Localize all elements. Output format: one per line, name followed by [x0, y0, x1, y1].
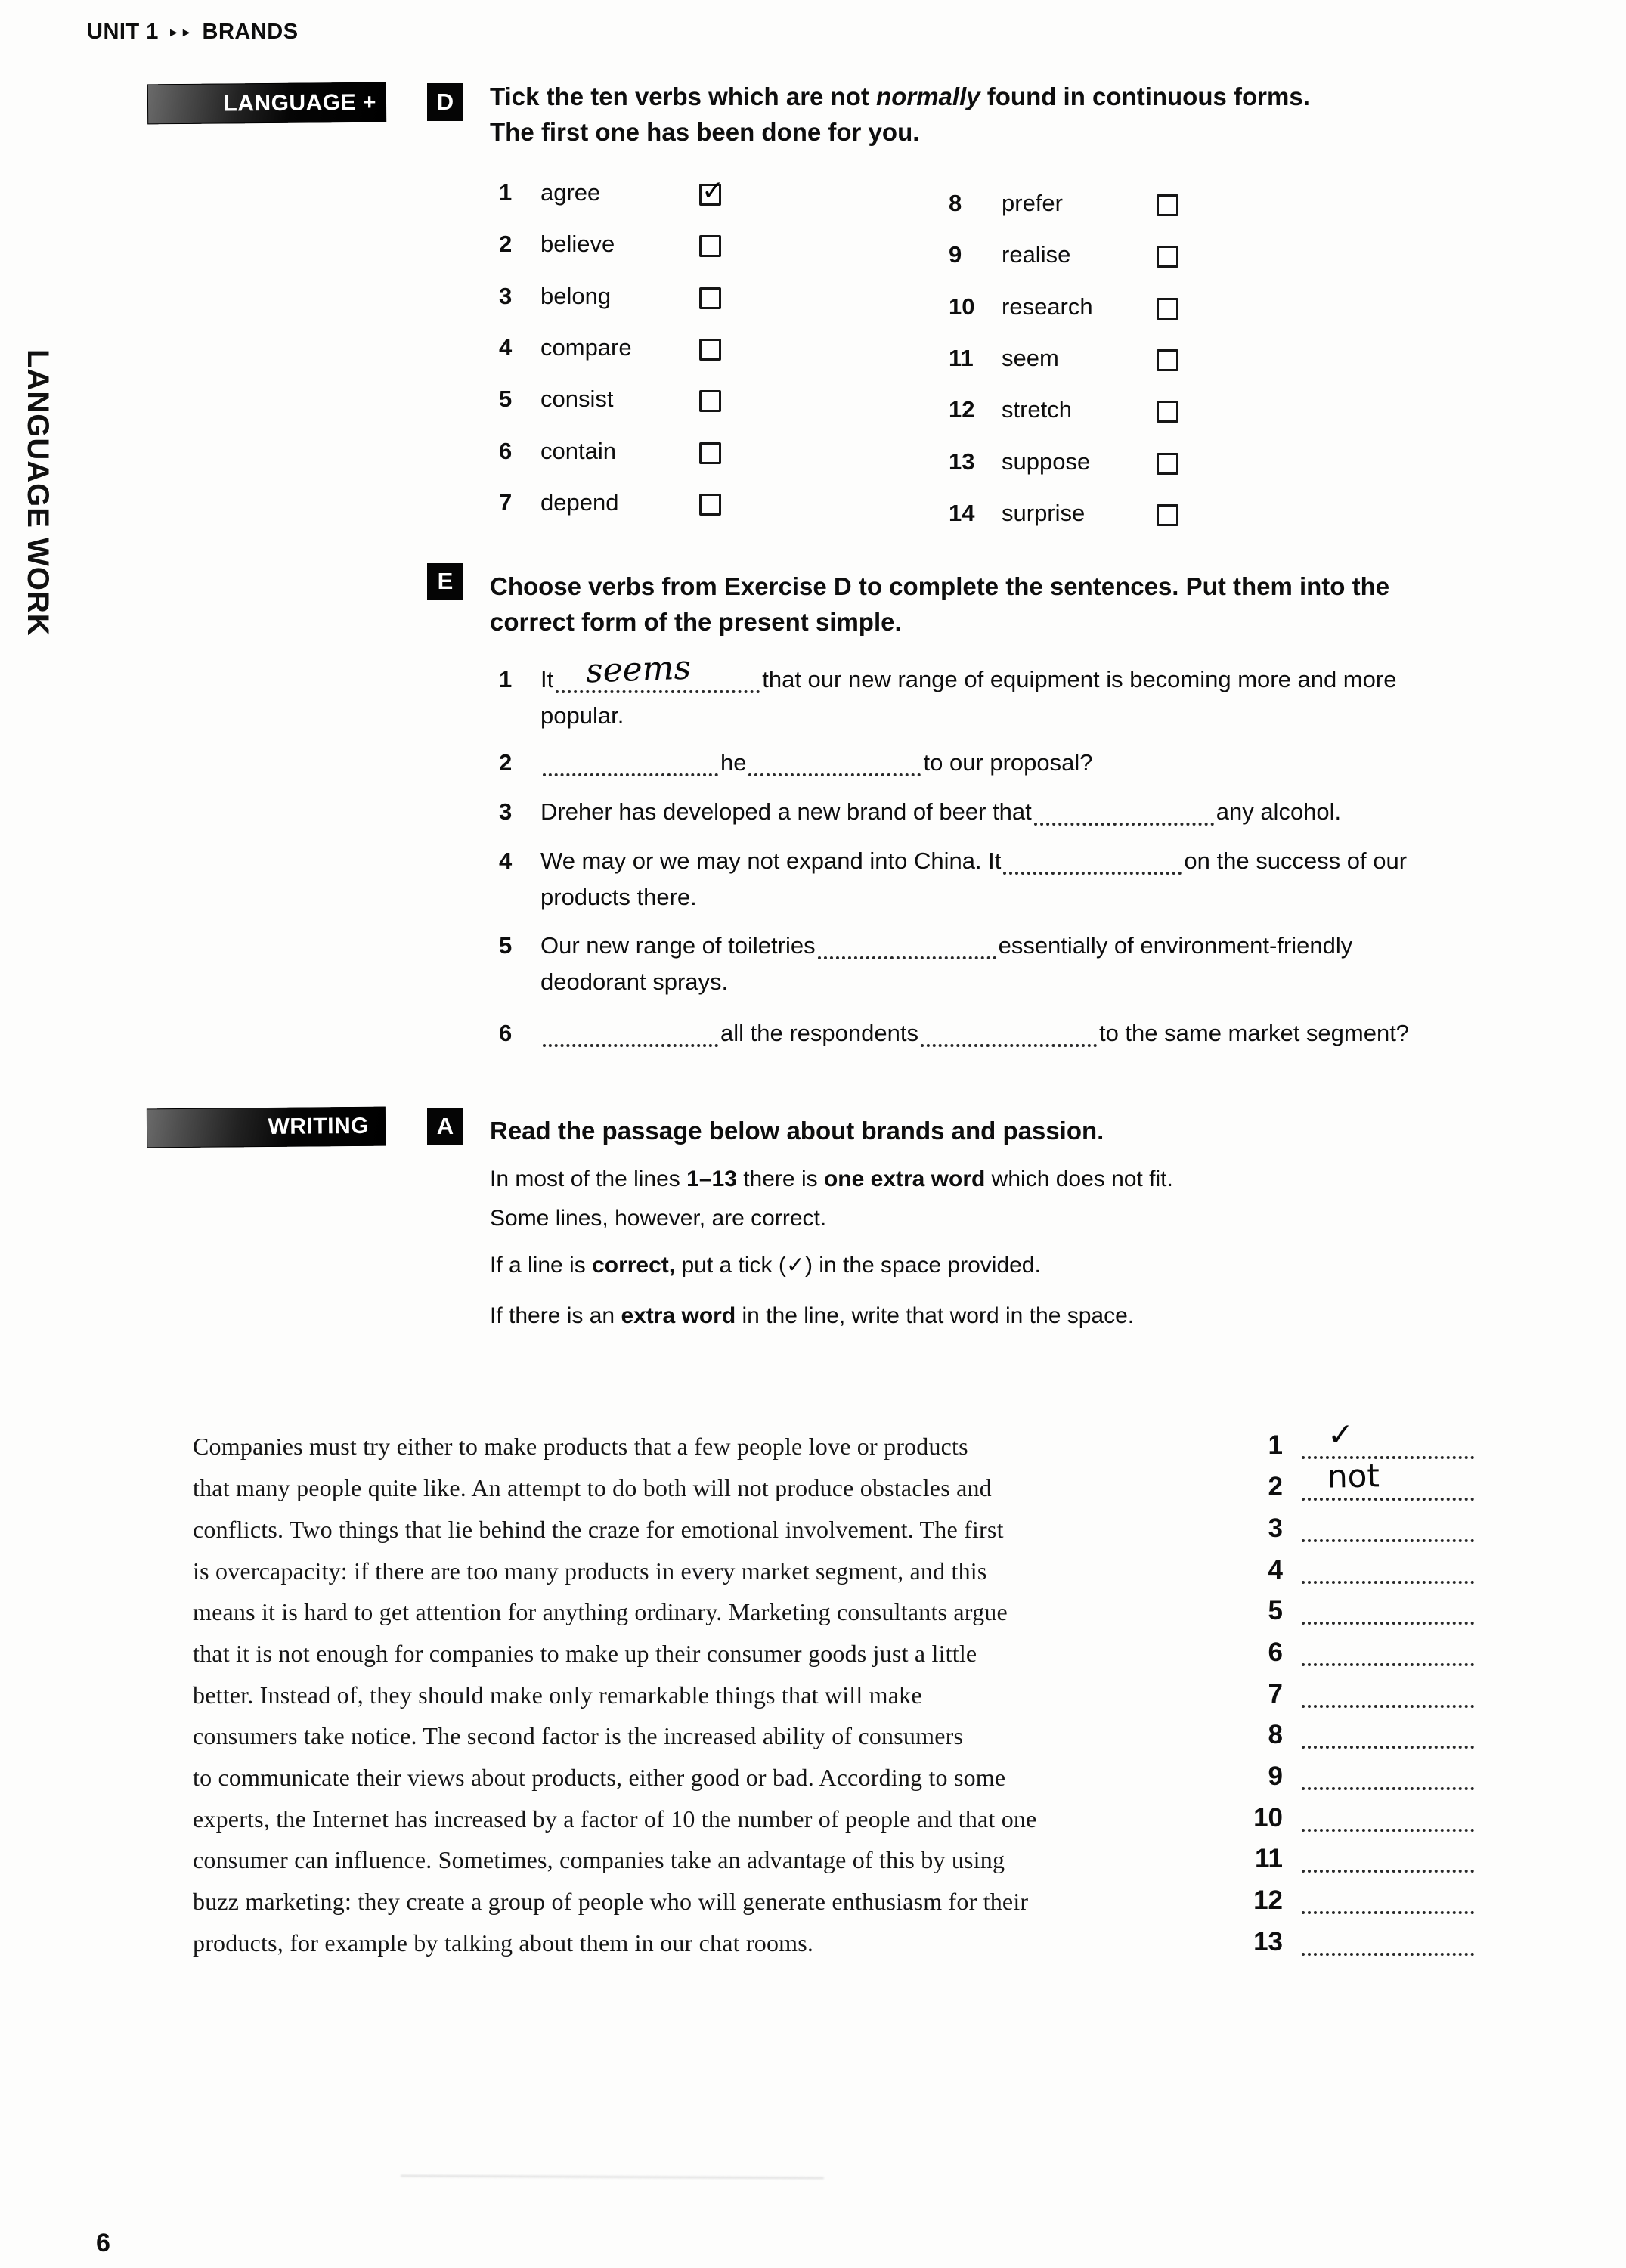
- verb-number: 13: [949, 448, 975, 475]
- italic-word: normally: [876, 82, 980, 110]
- sentence-text: that our new range of equipment is becoming more and more: [762, 666, 1397, 692]
- answer-gap-field[interactable]: [921, 1040, 1097, 1047]
- verb-label: compare: [540, 333, 632, 361]
- verb-number: 14: [949, 499, 975, 526]
- instruction-text: in the line, write that word in the space.: [736, 1303, 1135, 1328]
- sentence-text: We may or we may not expand into China. It: [540, 847, 1002, 874]
- verb-label: belong: [540, 282, 612, 309]
- exercise-e-heading: Choose verbs from Exercise D to complete the sentences. Put them into the correct form of the present simple.: [490, 572, 1390, 636]
- sentence-text: to our proposal?: [923, 749, 1093, 776]
- sentence-text: Dreher has developed a new brand of beer that: [540, 798, 1032, 825]
- verb-label: consist: [540, 386, 614, 413]
- double-arrow-icon: ►►: [167, 26, 194, 39]
- verb-number: 11: [949, 344, 974, 371]
- instruction-line: [490, 1206, 826, 1232]
- sentence-line: [540, 884, 697, 911]
- verb-number: 3: [499, 282, 513, 309]
- instruction-bold-text: 1–13: [686, 1167, 737, 1191]
- sentence-line: [499, 1020, 1409, 1047]
- sentence-number: 2: [499, 749, 513, 776]
- verb-label: agree: [540, 179, 601, 206]
- instruction-text: there is: [736, 1167, 824, 1191]
- verb-number: 2: [499, 231, 513, 258]
- exercise-a-badge: A: [427, 1108, 463, 1145]
- verb-label: believe: [540, 231, 615, 258]
- passage-line: experts, the Internet has increased by a factor of 10 the number of people and that one: [193, 1805, 1037, 1833]
- unit-label: UNIT 1: [87, 20, 159, 44]
- passage-line: to communicate their views about products, either good or bad. According to some: [193, 1764, 1006, 1791]
- answer-line-field[interactable]: [1302, 1679, 1474, 1708]
- passage-line: is overcapacity: if there are too many products in every market segment, and this: [193, 1557, 987, 1585]
- sentence-number: 6: [499, 1020, 513, 1046]
- instruction-bold-text: correct,: [592, 1253, 676, 1278]
- instruction-bold-text: one extra word: [823, 1167, 986, 1191]
- passage-line: consumers take notice. The second factor is the increased ability of consumers: [193, 1722, 964, 1749]
- answer-line-field[interactable]: [1302, 1720, 1474, 1749]
- answer-gap-field[interactable]: [1003, 867, 1182, 875]
- verb-checkbox[interactable]: [1157, 401, 1178, 423]
- sentence-text: It: [540, 666, 554, 692]
- verb-checkbox[interactable]: [1157, 194, 1178, 216]
- verb-checkbox[interactable]: [1157, 349, 1178, 371]
- exercise-e-badge: E: [427, 563, 463, 600]
- unit-header: [87, 20, 299, 45]
- sentence-text: on the success of our: [1184, 847, 1408, 874]
- verb-checkbox[interactable]: [1157, 504, 1178, 526]
- sentence-line: [540, 968, 728, 996]
- answer-gap-field[interactable]: [543, 769, 718, 776]
- handwritten-answer: ✓: [1327, 1415, 1355, 1454]
- verb-checkbox[interactable]: [699, 175, 725, 206]
- answer-number: 12: [1253, 1885, 1283, 1915]
- verb-label: surprise: [1002, 499, 1086, 526]
- answer-line-field[interactable]: [1302, 1415, 1474, 1459]
- answer-number: 5: [1268, 1596, 1283, 1625]
- answer-gap-field[interactable]: [543, 1040, 718, 1047]
- sentence-text: deodorant sprays.: [540, 968, 729, 995]
- sentence-number: 4: [499, 847, 513, 874]
- instruction-text: In most of the lines: [490, 1167, 687, 1191]
- verb-number: 6: [499, 437, 513, 464]
- answer-number: 3: [1268, 1514, 1283, 1543]
- sentence-line: [499, 798, 1341, 826]
- verb-label: seem: [1002, 344, 1059, 371]
- answer-number: 10: [1253, 1803, 1283, 1833]
- scan-smudge: [401, 2175, 824, 2180]
- verb-checkbox[interactable]: [699, 235, 721, 257]
- verb-label: research: [1002, 293, 1093, 320]
- answer-gap-field[interactable]: [748, 769, 921, 776]
- sentence-text: essentially of environment-friendly: [998, 932, 1353, 959]
- answer-number: 6: [1268, 1637, 1283, 1667]
- verb-label: suppose: [1002, 448, 1091, 475]
- instruction-text: put a tick (✓) in the space provided.: [675, 1253, 1041, 1278]
- verb-number: 1: [499, 179, 513, 206]
- verb-checkbox[interactable]: [699, 442, 721, 464]
- instruction-text: which does not fit.: [985, 1167, 1173, 1191]
- verb-number: 4: [499, 333, 513, 361]
- sentence-text: popular.: [540, 702, 624, 729]
- passage-line: means it is hard to get attention for anything ordinary. Marketing consultants argue: [193, 1598, 1008, 1625]
- answer-line-field[interactable]: [1302, 1761, 1474, 1790]
- passage-line: consumer can influence. Sometimes, companies take an advantage of this by using: [193, 1846, 1005, 1873]
- passage-line: conflicts. Two things that lie behind the craze for emotional involvement. The first: [193, 1516, 1004, 1543]
- instruction-text: If there is an: [490, 1303, 621, 1328]
- answer-number: 8: [1268, 1720, 1283, 1749]
- answer-line-field[interactable]: [1302, 1637, 1474, 1666]
- sentence-number: 5: [499, 932, 513, 959]
- passage-line: that it is not enough for companies to make up their consumer goods just a little: [193, 1640, 977, 1667]
- answer-number: 4: [1268, 1555, 1283, 1585]
- sentence-text: any alcohol.: [1216, 798, 1342, 825]
- answer-gap-field[interactable]: [556, 648, 760, 693]
- writing-badge: WRITING: [147, 1107, 386, 1148]
- answer-line-field[interactable]: [1302, 1927, 1474, 1956]
- answer-number: 9: [1268, 1761, 1283, 1791]
- language-plus-badge: LANGUAGE +: [147, 82, 386, 125]
- sentence-line: [499, 847, 1407, 875]
- verb-label: prefer: [1002, 190, 1063, 216]
- verb-checkbox[interactable]: [699, 494, 721, 516]
- exercise-a-heading: Read the passage below about brands and passion.: [490, 1117, 1104, 1145]
- handwritten-answer: seems: [585, 648, 692, 691]
- passage-line: products, for example by talking about them in our chat rooms.: [193, 1929, 814, 1957]
- sentence-text: products there.: [540, 884, 697, 910]
- unit-title: BRANDS: [202, 20, 299, 44]
- verb-number: 9: [949, 241, 962, 268]
- answer-line-field[interactable]: [1302, 1596, 1474, 1625]
- verb-checkbox[interactable]: [699, 390, 721, 412]
- sentence-text: to the same market segment?: [1098, 1020, 1410, 1046]
- answer-number: 13: [1253, 1927, 1283, 1957]
- handwritten-tick: ✓: [702, 175, 725, 206]
- sidebar-section-label: LANGUAGE WORK: [21, 349, 54, 637]
- sentence-number: 1: [499, 666, 513, 692]
- answer-number: 2: [1268, 1472, 1283, 1501]
- answer-line-field[interactable]: [1302, 1844, 1474, 1873]
- answer-line-field[interactable]: [1302, 1514, 1474, 1542]
- handwritten-answer: not: [1327, 1457, 1380, 1495]
- passage-line: better. Instead of, they should make only remarkable things that will make: [193, 1681, 922, 1709]
- verb-number: 7: [499, 488, 513, 516]
- answer-gap-field[interactable]: [818, 952, 996, 959]
- verb-number: 8: [949, 190, 962, 216]
- verb-checkbox[interactable]: [699, 339, 721, 361]
- answer-number: 11: [1255, 1844, 1283, 1873]
- verb-number: 12: [949, 396, 975, 423]
- verb-number: 10: [949, 293, 975, 320]
- page-number: 6: [96, 2229, 110, 2257]
- answer-gap-field[interactable]: [1034, 818, 1214, 826]
- instruction-line: [490, 1303, 1134, 1329]
- sentence-number: 3: [499, 798, 513, 825]
- exercise-d-badge: D: [427, 83, 463, 121]
- passage-line: that many people quite like. An attempt to do both will not produce obstacles and: [193, 1474, 992, 1501]
- verb-checkbox[interactable]: [1157, 298, 1178, 320]
- exercise-d-heading: Tick the ten verbs which are not normally found in continuous forms. The first one has been done for you.: [490, 82, 1310, 146]
- verb-label: realise: [1002, 241, 1071, 268]
- sentence-text: he: [720, 749, 747, 776]
- verb-checkbox[interactable]: [699, 287, 721, 309]
- sentence-text: all the respondents: [720, 1020, 918, 1046]
- verb-checkbox[interactable]: [1157, 246, 1178, 268]
- sentence-text: Our new range of toiletries: [540, 932, 816, 959]
- answer-line-field[interactable]: [1302, 1885, 1474, 1914]
- passage-line: Companies must try either to make products that a few people love or products: [193, 1433, 968, 1460]
- verb-label: stretch: [1002, 396, 1073, 423]
- sentence-line: [499, 932, 1352, 959]
- answer-line-field[interactable]: [1302, 1803, 1474, 1832]
- instruction-line: [490, 1167, 1173, 1192]
- answer-line-field[interactable]: [1302, 1555, 1474, 1584]
- verb-label: depend: [540, 488, 619, 516]
- verb-label: contain: [540, 437, 616, 464]
- instruction-line: [490, 1252, 1041, 1278]
- sentence-line: [540, 702, 624, 730]
- instruction-text: If a line is: [490, 1253, 593, 1278]
- instruction-text: Some lines, however, are correct.: [490, 1206, 827, 1231]
- answer-number: 7: [1268, 1679, 1283, 1709]
- passage-line: buzz marketing: they create a group of people who will generate enthusiasm for their: [193, 1888, 1029, 1915]
- answer-line-field[interactable]: [1302, 1457, 1474, 1501]
- verb-number: 5: [499, 386, 513, 413]
- verb-checkbox[interactable]: [1157, 453, 1178, 475]
- sentence-line: [499, 648, 1397, 693]
- instruction-bold-text: extra word: [621, 1303, 736, 1328]
- answer-number: 1: [1268, 1430, 1283, 1460]
- sentence-line: [499, 749, 1093, 776]
